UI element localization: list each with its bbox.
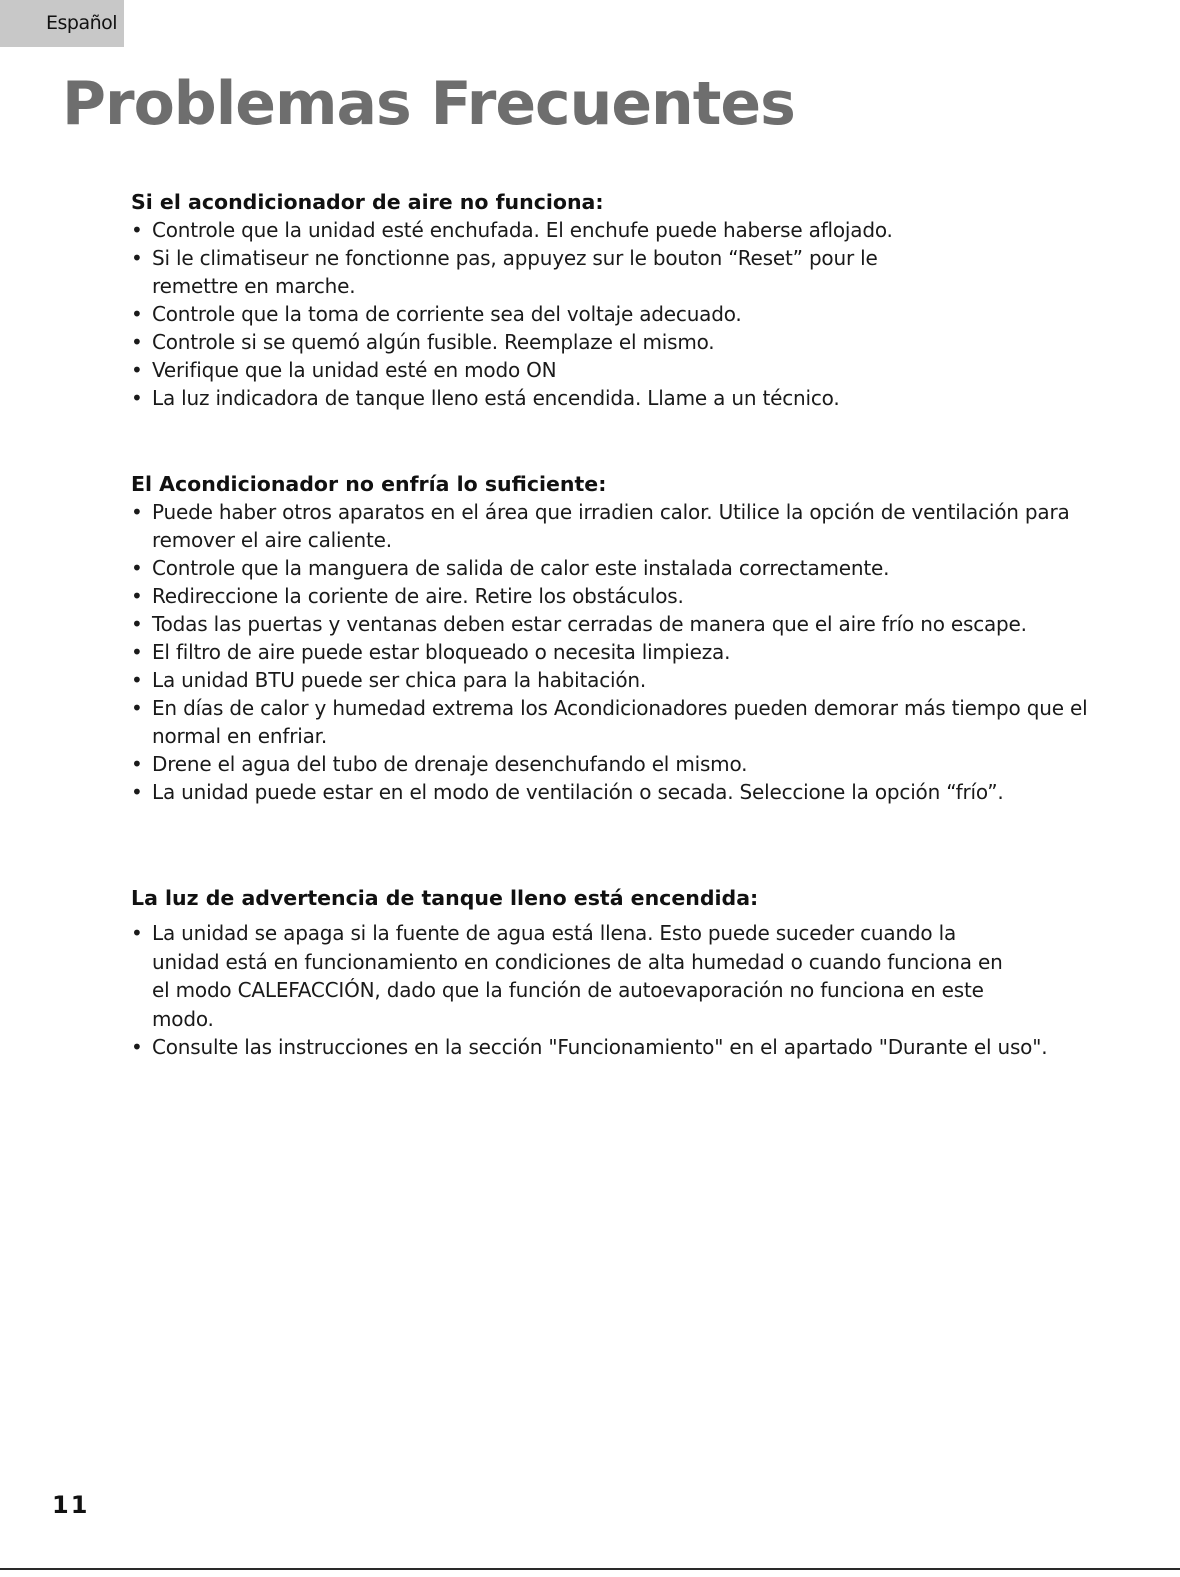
section-heading: La luz de advertencia de tanque lleno está encendida: <box>131 886 759 910</box>
bullet-icon: • <box>131 330 143 354</box>
list-item-text: El filtro de aire puede estar bloqueado o necesita limpieza. <box>152 640 731 664</box>
list-item-text: La luz indicadora de tanque lleno está encendida. Llame a un técnico. <box>152 386 840 410</box>
list-item-text: Controle que la unidad esté enchufada. El enchufe puede haberse aflojado. <box>152 218 893 242</box>
list-item <box>131 1033 1131 1062</box>
list-item <box>131 750 1131 778</box>
list-item <box>131 638 1131 666</box>
bullet-icon: • <box>131 358 143 382</box>
list-item-text: Si le climatiseur ne fonctionne pas, appuyez sur le bouton “Reset” pour le remettre en marche. <box>152 246 878 298</box>
bullet-icon: • <box>131 386 143 410</box>
list-item <box>131 384 1131 412</box>
bullet-icon: • <box>131 218 143 242</box>
list-item <box>131 216 1131 244</box>
bottom-divider <box>0 1568 1180 1570</box>
bullet-icon: • <box>131 500 143 524</box>
bullet-icon: • <box>131 640 143 664</box>
page-title: Problemas Frecuentes <box>62 69 795 139</box>
bullet-icon: • <box>131 246 143 270</box>
list-item-text: La unidad se apaga si la fuente de agua está llena. Esto puede suceder cuando la unidad está en funcionamiento en condiciones de alta humedad o cuando funciona en el modo CALEFACCIÓN, dado que la función de autoevaporación no funciona en este modo. <box>152 921 1003 1031</box>
bullet-list <box>131 919 1131 1062</box>
list-item <box>131 694 1142 750</box>
list-item-text: Consulte las instrucciones en la sección "Funcionamiento" en el apartado "Durante el uso". <box>152 1035 1048 1059</box>
list-item-text: Redireccione la coriente de aire. Retire los obstáculos. <box>152 584 684 608</box>
bullet-icon: • <box>131 780 143 804</box>
bullet-icon: • <box>131 1035 143 1059</box>
list-item-text: Verifique que la unidad esté en modo ON <box>152 358 557 382</box>
list-item-text: En días de calor y humedad extrema los Acondicionadores pueden demorar más tiempo que el normal en enfriar. <box>152 696 1088 748</box>
list-item <box>131 554 1131 582</box>
bullet-icon: • <box>131 752 143 776</box>
list-item <box>131 244 882 300</box>
section-not-working <box>131 188 1131 412</box>
language-tab: Español <box>0 0 124 47</box>
page-number: 11 <box>52 1491 90 1519</box>
list-item <box>131 328 1131 356</box>
list-item-text: Controle que la toma de corriente sea del voltaje adecuado. <box>152 302 742 326</box>
bullet-list <box>131 216 1131 412</box>
section-full-tank-light <box>131 884 1131 1062</box>
list-item-text: La unidad BTU puede ser chica para la habitación. <box>152 668 647 692</box>
bullet-icon: • <box>131 302 143 326</box>
bullet-icon: • <box>131 556 143 580</box>
list-item <box>131 582 1131 610</box>
section-heading: El Acondicionador no enfría lo suficiente: <box>131 472 607 496</box>
list-item-text: Puede haber otros aparatos en el área que irradien calor. Utilice la opción de ventilación para remover el aire caliente. <box>152 500 1070 552</box>
list-item-text: La unidad puede estar en el modo de ventilación o secada. Seleccione la opción “frío”. <box>152 780 1004 804</box>
list-item <box>131 498 1087 554</box>
bullet-icon: • <box>131 668 143 692</box>
section-heading: Si el acondicionador de aire no funciona: <box>131 190 604 214</box>
list-item <box>131 778 1131 806</box>
bullet-icon: • <box>131 696 143 720</box>
list-item <box>131 666 1131 694</box>
bullet-list <box>131 498 1131 806</box>
list-item <box>131 300 1131 328</box>
list-item-text: Controle si se quemó algún fusible. Reemplaze el mismo. <box>152 330 715 354</box>
bullet-icon: • <box>131 921 143 945</box>
section-not-cooling <box>131 470 1131 806</box>
list-item <box>131 610 1131 638</box>
list-item-text: Drene el agua del tubo de drenaje desenchufando el mismo. <box>152 752 748 776</box>
list-item <box>131 919 1012 1033</box>
list-item-text: Todas las puertas y ventanas deben estar cerradas de manera que el aire frío no escape. <box>152 612 1027 636</box>
list-item-text: Controle que la manguera de salida de calor este instalada correctamente. <box>152 556 890 580</box>
list-item <box>131 356 1131 384</box>
bullet-icon: • <box>131 584 143 608</box>
bullet-icon: • <box>131 612 143 636</box>
